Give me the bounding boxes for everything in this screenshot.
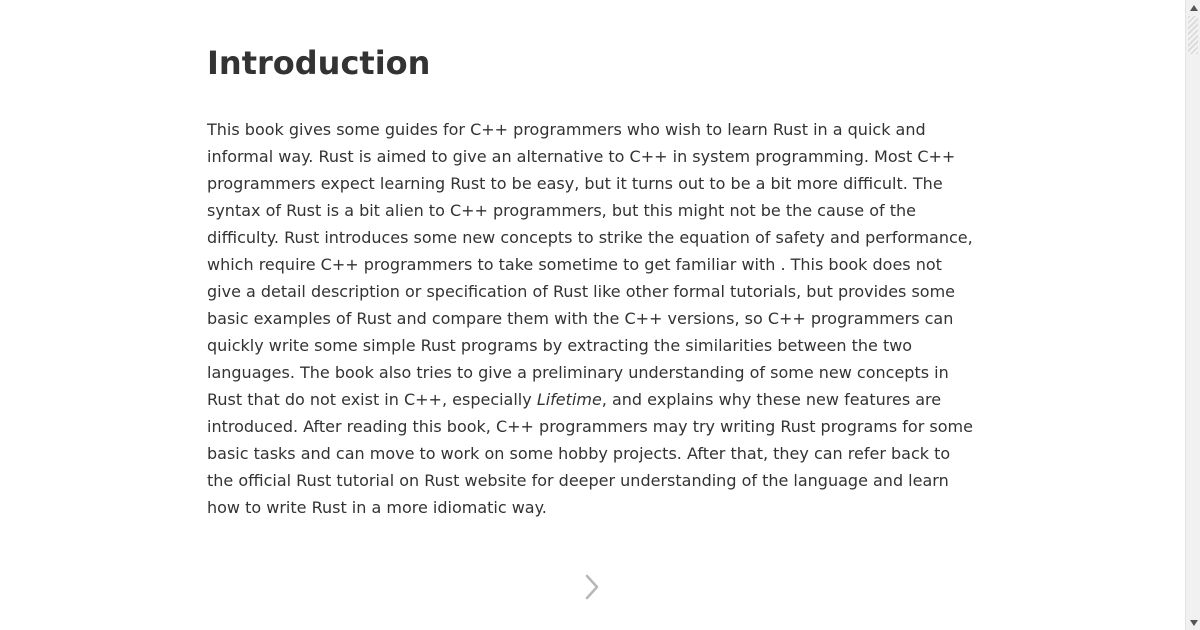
triangle-down-icon [1190, 620, 1198, 626]
scroll-down-button[interactable] [1186, 615, 1200, 630]
vertical-scrollbar[interactable] [1185, 0, 1200, 630]
triangle-up-icon [1190, 5, 1198, 11]
scroll-thumb[interactable] [1188, 16, 1198, 54]
next-chapter-link[interactable] [578, 570, 606, 604]
intro-text-start: This book gives some guides for C++ programmers who wish to learn Rust in a quick and informal way. Rust is aimed to give an alternative to C++ in system programming. Most C++ programmers expect learning Rust to be easy, but it turns out to be a bit more difficult. The syntax of Rust is a bit alien to C++ programmers, but this might not be the cause of the difficulty. Rust introduces some new concepts to strike the equation of safety and performance, which require C++ programmers to take sometime to get familiar with . This book does not give a detail description or specification of Rust like other formal tutorials, but provides some basic examples of Rust and compare them with the C++ versions, so C++ programmers can quickly write some simple Rust programs by extracting the similarities between the two languages. The book also tries to give a preliminary understanding of some new concepts in Rust that do not exist in C++, especially [207, 120, 973, 409]
lifetime-emphasis: Lifetime [536, 390, 602, 409]
chevron-right-icon [584, 574, 600, 600]
scroll-up-button[interactable] [1186, 0, 1200, 15]
intro-paragraph [207, 116, 979, 521]
page-title: Introduction [207, 44, 431, 82]
intro-text-end: , and explains why these new features are introduced. After reading this book, C++ programmers may try writing Rust programs for some basic tasks and can move to work on some hobby projects. After that, they can refer back to the official Rust tutorial on Rust website for deeper understanding of the language and learn how to write Rust in a more idiomatic way. [207, 390, 973, 517]
